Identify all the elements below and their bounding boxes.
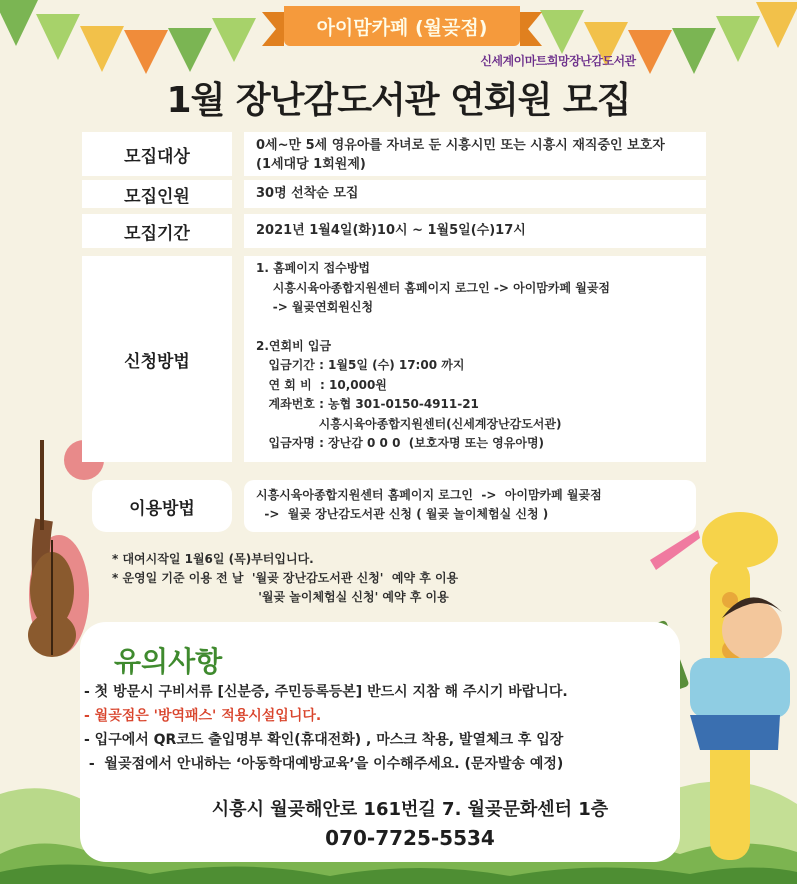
row-label-period: 모집기간: [82, 214, 232, 248]
sponsor-logo-text: 신세계이마트희망장난감도서관: [480, 54, 636, 68]
caution-item: - 월곶점에서 안내하는 ‘아동학대예방교육’을 이수해주세요. (문자발송 예정): [84, 756, 564, 772]
note-item: '월곶 놀이체험실 신청' 예약 후 이용: [112, 590, 449, 604]
row-value-count: 30명 선착순 모집: [244, 180, 706, 208]
row-value-target: 0세~만 5세 영유아를 자녀로 둔 시흥시민 또는 시흥시 재직중인 보호자 (1세대당 1회원제): [244, 132, 706, 176]
caution-item-highlight: - 월곶점은 '방역패스' 적용시설입니다.: [84, 708, 322, 724]
row-label-apply: 신청방법: [82, 256, 232, 462]
row-value-period: 2021년 1월4일(화)10시 ~ 1월5일(수)17시: [244, 214, 706, 248]
cafe-banner: [284, 6, 520, 46]
caution-item: - 입구에서 QR코드 출입명부 확인(휴대전화) , 마스크 착용, 발열체크 후 입장: [84, 732, 564, 748]
notes: [112, 550, 612, 616]
caution-item: - 첫 방문시 구비서류 [신분증, 주민등록등본] 반드시 지참 해 주시기 바랍니다.: [84, 684, 568, 700]
page-title: 1월 장난감도서관 연회원 모집: [166, 80, 631, 121]
cafe-banner-label: 아이맘카페 (월곶점): [316, 16, 488, 39]
caution-list: [84, 680, 684, 780]
address: 시흥시 월곶해안로 161번길 7. 월곶문화센터 1층: [211, 799, 609, 820]
note-item: * 운영일 기준 이용 전 날 '월곶 장난감도서관 신청' 예약 후 이용: [112, 571, 459, 585]
phone-number: 070-7725-5534: [325, 826, 495, 850]
row-label-usage: 이용방법: [92, 480, 232, 532]
caution-title: 유의사항: [114, 645, 223, 678]
note-item: * 대여시작일 1월6일 (목)부터입니다.: [112, 552, 314, 566]
row-value-usage: 시흥시육아종합지원센터 홈페이지 로그인 -> 아이맘카페 월곶점 -> 월곶 장난감도서관 신청 ( 월곶 놀이체험실 신청 ): [244, 480, 696, 532]
row-label-target: 모집대상: [82, 132, 232, 176]
row-value-apply: 1. 홈페이지 접수방법 시흥시육아종합지원센터 홈페이지 로그인 -> 아이맘카페 월곶점 -> 월곶연회원신청 2.연회비 입금 입금기간 : 1월5일 (수) 17:00 까지 연 회 비 : 10,000원 계좌번호 : 농협 301-0150-4911-21 시흥시육아종합지원센터(신세계장난감도서관) 입금자명 : 장난감 0 0 0 (보호자명 또는 영유아명): [244, 256, 706, 462]
row-label-count: 모집인원: [82, 180, 232, 208]
